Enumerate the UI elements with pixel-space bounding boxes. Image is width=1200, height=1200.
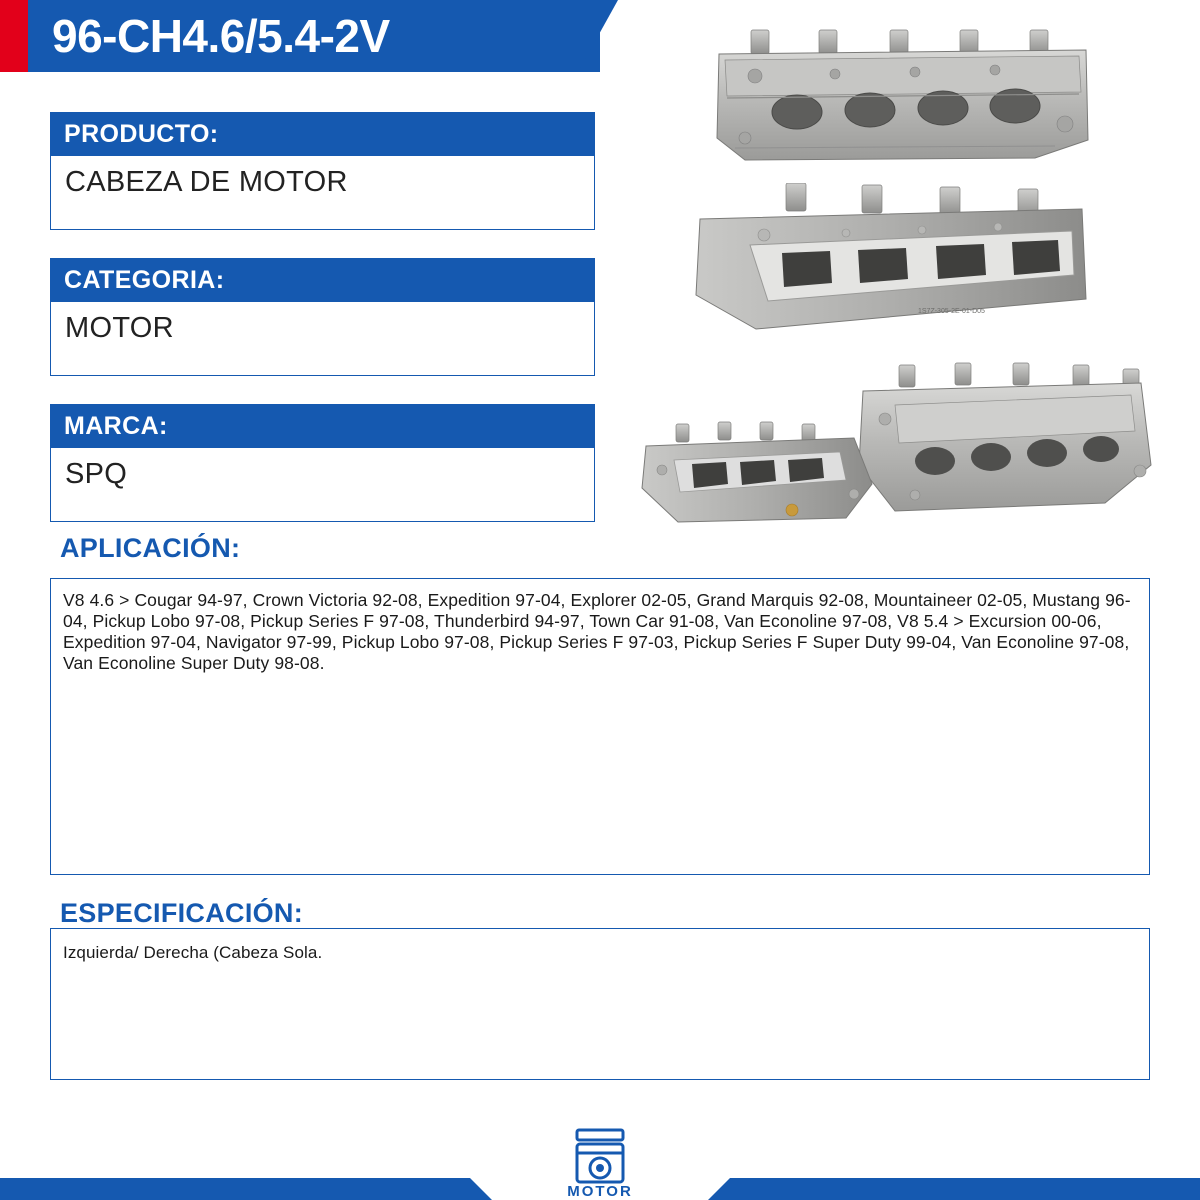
footer-bar-right-slant	[708, 1178, 730, 1200]
aplicacion-box	[50, 578, 1150, 875]
svg-text:1S7Z-305-2E-01-D05: 1S7Z-305-2E-01-D05	[918, 308, 985, 315]
header-red-accent	[0, 0, 28, 72]
cylinder-head-angled-right	[855, 361, 1155, 521]
field-marca-label: MARCA:	[50, 404, 595, 448]
especificacion-box	[50, 928, 1150, 1080]
page-title: 96-CH4.6/5.4-2V	[52, 10, 390, 62]
cylinder-head-top-view	[715, 28, 1090, 168]
footer-bar-right	[730, 1178, 1200, 1200]
cylinder-head-angled-left	[640, 418, 880, 533]
field-marca	[50, 404, 595, 522]
field-marca-value: SPQ	[65, 458, 128, 490]
footer-bar-left-slant	[470, 1178, 492, 1200]
field-producto	[50, 112, 595, 230]
cylinder-head-side-view	[690, 183, 1090, 338]
footer-bar-left	[0, 1178, 470, 1200]
field-producto-label: PRODUCTO:	[50, 112, 595, 156]
field-marca-value-box	[50, 448, 595, 522]
header-blue-slant	[578, 0, 618, 72]
field-categoria-label: CATEGORIA:	[50, 258, 595, 302]
footer-logo-label: MOTOR	[567, 1183, 633, 1200]
field-categoria	[50, 258, 595, 376]
field-producto-value: CABEZA DE MOTOR	[65, 166, 348, 198]
especificacion-text: Izquierda/ Derecha (Cabeza Sola.	[63, 943, 323, 962]
product-image-group	[620, 18, 1180, 518]
field-producto-value-box	[50, 156, 595, 230]
field-categoria-value: MOTOR	[65, 312, 174, 344]
field-categoria-value-box	[50, 302, 595, 376]
especificacion-title: ESPECIFICACIÓN:	[60, 898, 304, 928]
piston-icon	[565, 1128, 635, 1186]
aplicacion-title: APLICACIÓN:	[60, 533, 241, 563]
page-footer	[0, 1162, 1200, 1200]
footer-logo	[535, 1128, 665, 1200]
aplicacion-text: V8 4.6 > Cougar 94-97, Crown Victoria 92-08, Expedition 97-04, Explorer 02-05, Grand Marquis 92-08, Mountaineer 02-05, Mustang 96-04, Pickup Lobo 97-08, Pickup Series F 97-08, Thunderbird 94-97, Town Car 91-08, Van Econoline 97-08, V8 5.4 > Excursion 00-06, Expedition 97-04, Navigator 97-99, Pickup Lobo 97-08, Pickup Series F 97-03, Pickup Series F Super Duty 99-04, Van Econoline 97-08, Van Econoline Super Duty 98-08.	[63, 590, 1131, 673]
